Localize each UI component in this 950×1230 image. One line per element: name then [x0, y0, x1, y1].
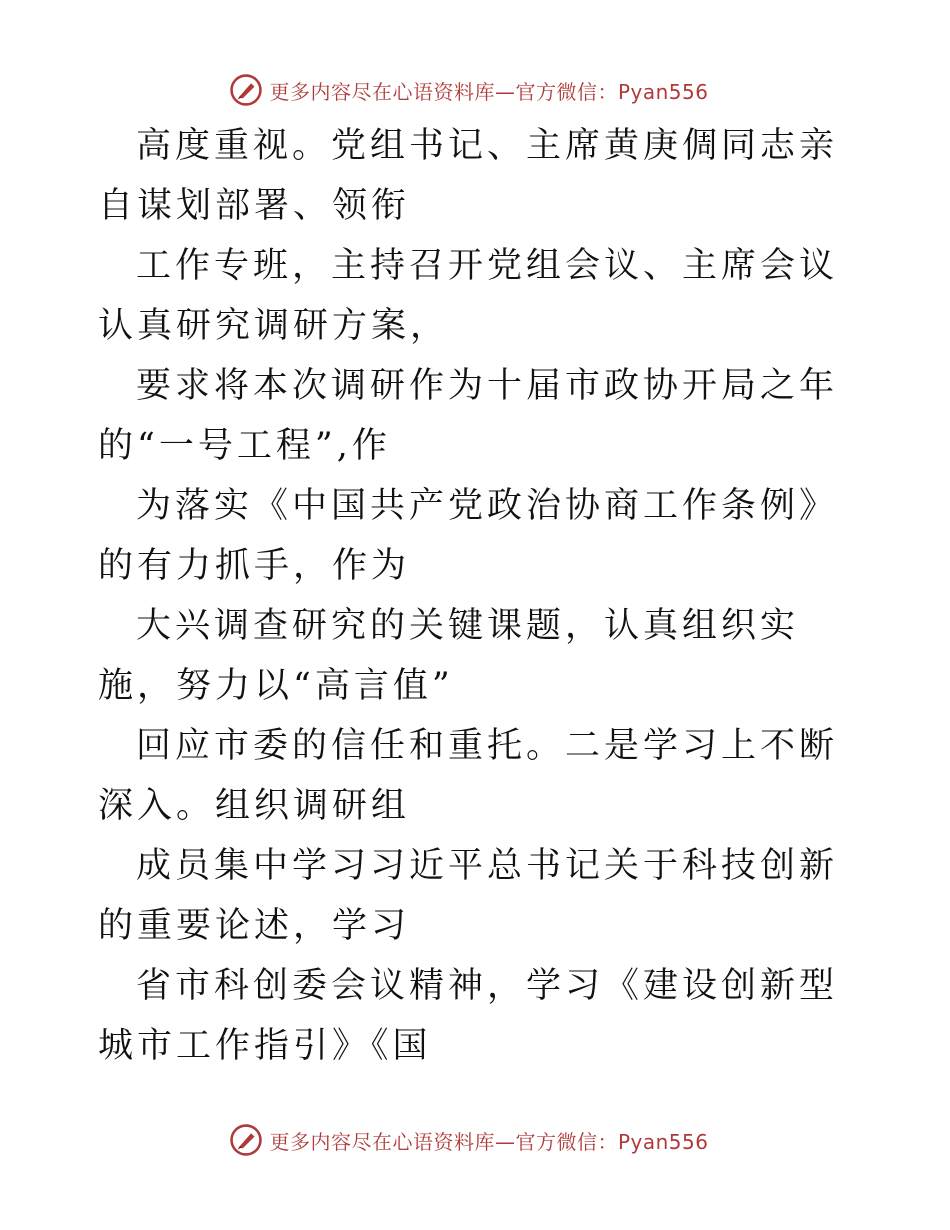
banner-separator: —	[494, 79, 516, 104]
site-name: 更多内容尽在心语资料库	[269, 79, 495, 104]
paragraph-line: 为落实《中国共产党政治协商工作条例》的有力抓手，作为	[98, 486, 839, 586]
pen-logo-icon	[229, 1123, 263, 1157]
banner-separator: —	[494, 1129, 516, 1154]
paragraph-line: 大兴调查研究的关键课题，认真组织实施，努力以“高言值”	[98, 606, 800, 706]
wechat-id: 官方微信：Pyan556	[515, 1129, 709, 1154]
paragraph-line: 省市科创委会议精神，学习《建设创新型城市工作指引》《国	[98, 966, 839, 1066]
banner-site-text	[269, 1126, 708, 1155]
header-banner	[0, 70, 950, 110]
paragraph-line: 高度重视。党组书记、主席黄庚倜同志亲自谋划部署、领衔	[98, 126, 839, 226]
pen-logo-icon	[229, 73, 263, 107]
wechat-id: 官方微信：Pyan556	[515, 79, 709, 104]
document-body	[98, 116, 858, 1076]
paragraph-line: 回应市委的信任和重托。二是学习上不断深入。组织调研组	[98, 726, 839, 826]
footer-banner	[0, 1120, 950, 1160]
paragraph-line: 工作专班，主持召开党组会议、主席会议认真研究调研方案，	[98, 246, 839, 346]
paragraph-line: 要求将本次调研作为十届市政协开局之年的“一号工程”,作	[98, 366, 839, 466]
banner-site-text	[269, 76, 708, 105]
paragraph-line: 成员集中学习习近平总书记关于科技创新的重要论述，学习	[98, 846, 839, 946]
site-name: 更多内容尽在心语资料库	[269, 1129, 495, 1154]
